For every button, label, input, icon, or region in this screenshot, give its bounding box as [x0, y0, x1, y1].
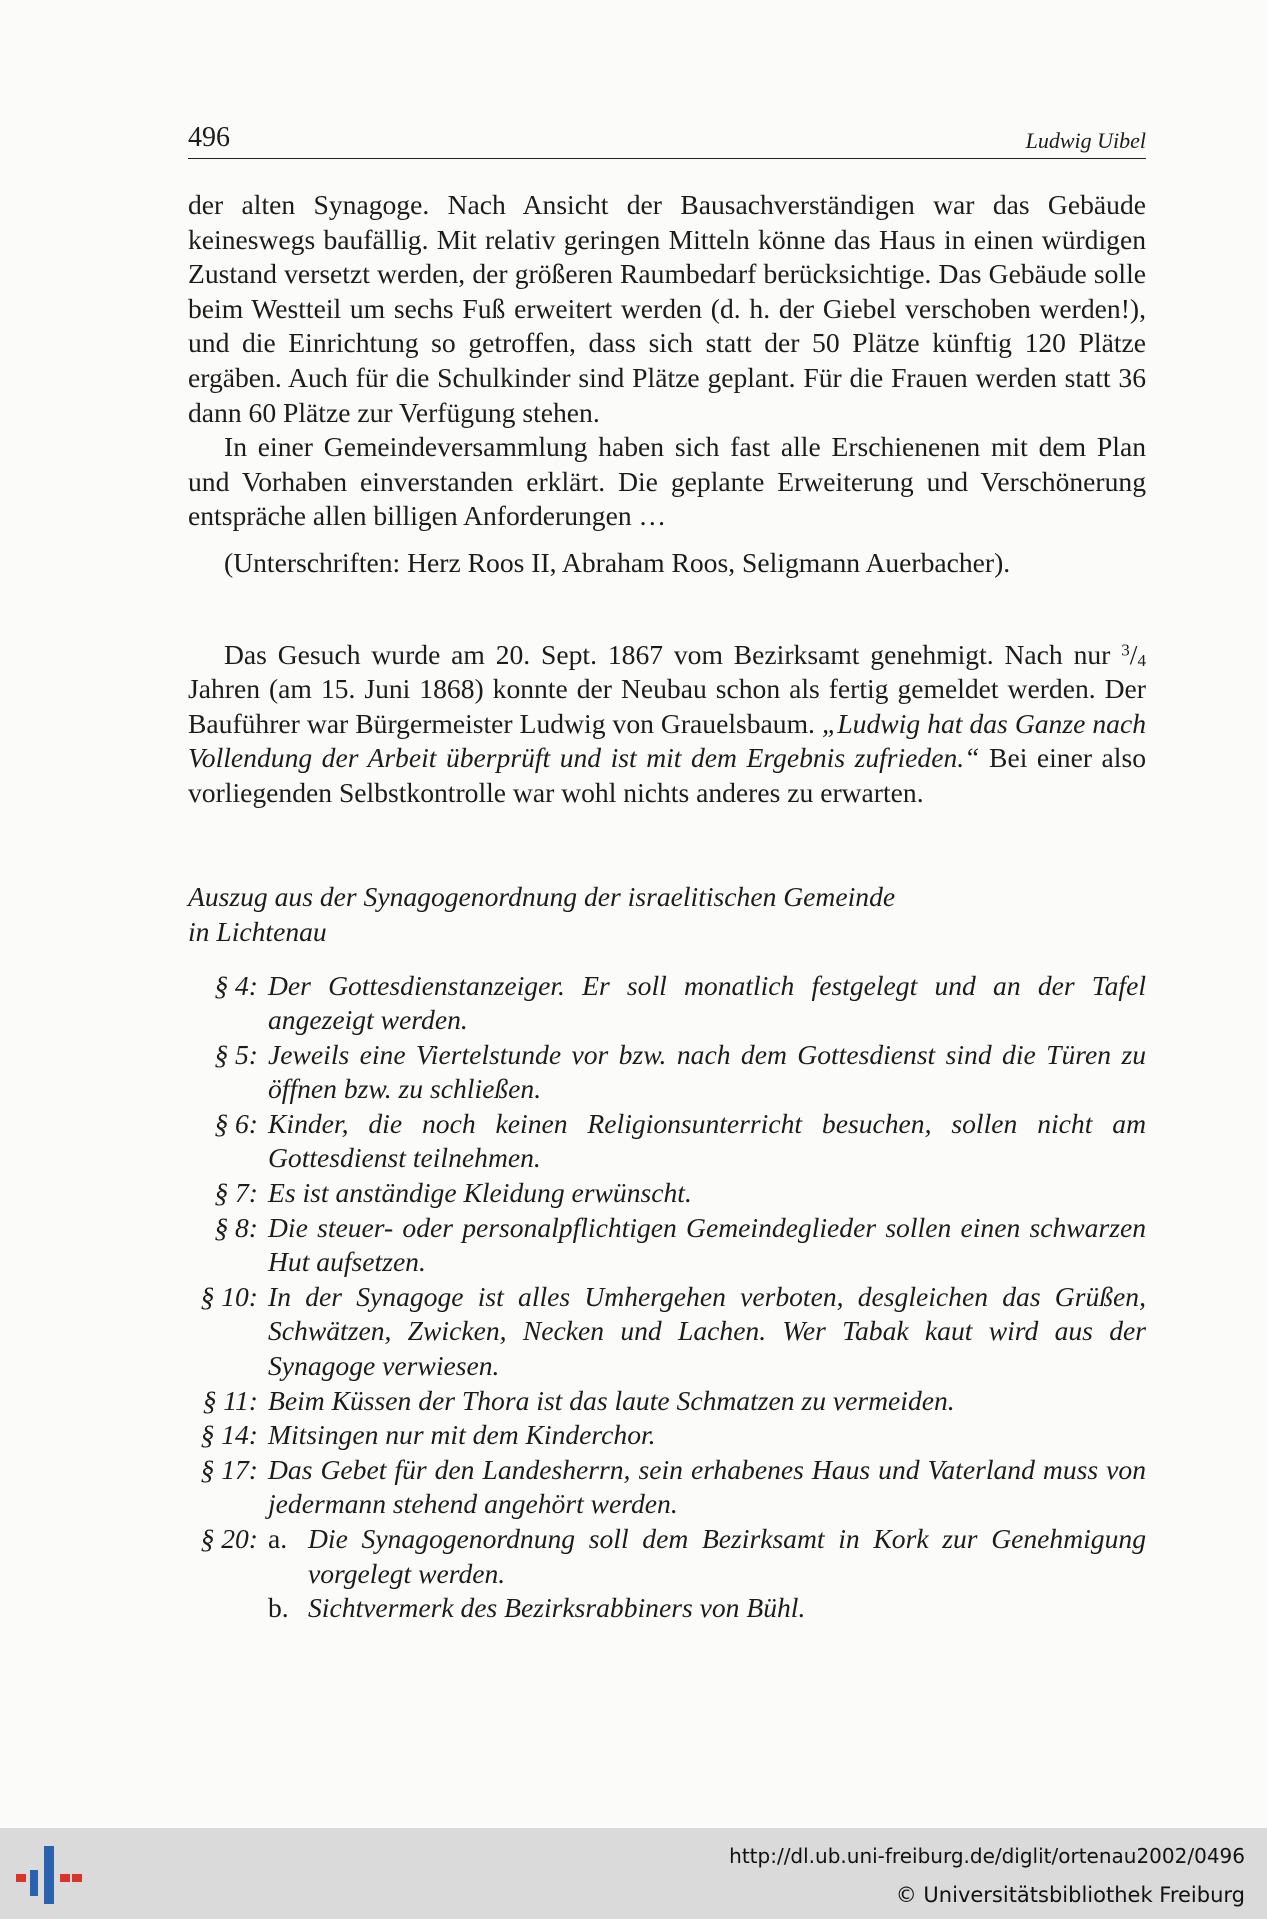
sub-item-mark: a. [268, 1523, 288, 1554]
running-head: Ludwig Uibel [1025, 128, 1146, 153]
section-text: In der Synagoge ist alles Umhergehen verboten, desgleichen das Grüßen, Schwätzen, Zwicken, Necken und Lachen. Wer Tabak kaut wird aus der Synagoge verwiesen. [268, 1280, 1146, 1382]
list-item [188, 1107, 1146, 1176]
section-text: Mitsingen nur mit dem Kinderchor. [268, 1419, 656, 1451]
paragraph-2: In einer Gemeindeversammlung haben sich fast alle Erschienenen mit dem Plan und Vorhaben einverstanden erklärt. Die geplante Erweiterung und Verschönerung entspräche allen billigen Anforderungen … [188, 431, 1146, 532]
section-text: Der Gottesdienstanzeiger. Er soll monatlich festgelegt und an der Tafel angezeigt werden. [268, 969, 1146, 1036]
fraction-denominator: 4 [1137, 650, 1146, 670]
section-number: § 17: [200, 1453, 258, 1485]
list-item [188, 1384, 1146, 1419]
list-item [188, 1038, 1146, 1107]
paragraph-3 [188, 638, 1146, 811]
section-text: Es ist anständige Kleidung erwünscht. [268, 1177, 692, 1209]
section-number: § 5: [214, 1038, 258, 1070]
paragraph-1: der alten Synagoge. Nach Ansicht der Bausachverständigen war das Gebäude keineswegs baufällig. Mit relativ geringen Mitteln könne das Haus in einen würdigen Zustand versetzt werden, der größeren Raumbedarf berücksichtige. Das Gebäude solle beim Westteil um sechs Fuß erweitert werden (d. h. der Giebel verschoben werden!), und die Einrichtung so getroffen, dass sich statt der 50 Plätze künftig 120 Plätze ergäben. Auch für die Schulkinder sind Plätze geplant. Für die Frauen werden statt 36 dann 60 Plätze zur Verfügung stehen. [188, 189, 1146, 428]
section-20-body [268, 1522, 1146, 1626]
list-item-20 [188, 1522, 1146, 1626]
section-number: § 4: [214, 969, 258, 1001]
paragraph-3-text-c: Bei einer also vorliegenden Selbstkontrolle war wohl nichts anderes zu erwarten. [188, 742, 1146, 808]
section-number: § 10: [200, 1280, 258, 1312]
sub-item-b [268, 1591, 1146, 1626]
paragraph-3-text-b: Jahren (am 15. Juni 1868) konnte der Neubau schon als fertig gemeldet werden. Der Bauführer war Bürgermeister Ludwig von Grauelsbaum. [188, 673, 1146, 739]
page-header [188, 118, 1146, 159]
ub-freiburg-logo-icon [14, 1844, 84, 1906]
list-item [188, 1418, 1146, 1453]
section-number: § 7: [214, 1177, 258, 1209]
section-text: Kinder, die noch keinen Religionsunterricht besuchen, sollen nicht am Gottesdienst teilnehmen. [268, 1107, 1146, 1174]
library-footer [0, 1828, 1267, 1919]
sub-item-text: Die Synagogenordnung soll dem Bezirksamt in Kork zur Genehmigung vorgelegt werden. [308, 1523, 1146, 1589]
sub-item-mark: b. [268, 1592, 289, 1624]
section-number: § 14: [200, 1419, 258, 1451]
sub-item-text: Sichtvermerk des Bezirksrabbiners von Bühl. [308, 1592, 806, 1624]
section-number: § 8: [214, 1211, 258, 1243]
page-number: 496 [188, 122, 230, 153]
source-url-link[interactable]: http://dl.ub.uni-freiburg.de/diglit/ortenau2002/0496 [729, 1844, 1245, 1868]
regulation-list [188, 969, 1146, 1626]
section-text: Das Gebet für den Landesherrn, sein erhabenes Haus und Vaterland muss von jedermann stehend angehört werden. [268, 1453, 1146, 1520]
section-number: § 20: [200, 1523, 258, 1554]
list-item [188, 1211, 1146, 1280]
section-number: § 6: [214, 1107, 258, 1139]
fraction-numerator: 3 [1121, 639, 1130, 659]
section-heading-line-1: Auszug aus der Synagogenordnung der israelitischen Gemeinde [188, 880, 896, 912]
signatures: (Unterschriften: Herz Roos II, Abraham Roos, Seligmann Auerbacher). [224, 546, 1011, 578]
fraction-slash: / [1129, 638, 1138, 670]
copyright-notice: © Universitätsbibliothek Freiburg [895, 1883, 1245, 1907]
list-item [188, 1453, 1146, 1522]
list-item [188, 1176, 1146, 1211]
section-text: Die steuer- oder personalpflichtigen Gemeindeglieder sollen einen schwarzen Hut aufsetzen. [268, 1211, 1146, 1278]
list-item [188, 969, 1146, 1038]
section-text: Beim Küssen der Thora ist das laute Schmatzen zu vermeiden. [268, 1384, 955, 1416]
page-body [188, 188, 1146, 1626]
paragraph-3-quote: „Ludwig hat das Ganze nach Vollendung der Arbeit überprüft und ist mit dem Ergebnis zufrieden.“ [188, 707, 1146, 774]
list-item [188, 1280, 1146, 1384]
section-number: § 11: [202, 1384, 258, 1416]
section-heading [188, 879, 1146, 949]
sub-item-a [268, 1522, 1146, 1591]
section-heading-line-2: in Lichtenau [188, 915, 327, 947]
paragraph-3-text-a: Das Gesuch wurde am 20. Sept. 1867 vom Bezirksamt genehmigt. Nach nur [224, 638, 1122, 670]
section-text: Jeweils eine Viertelstunde vor bzw. nach dem Gottesdienst sind die Türen zu öffnen bzw. zu schließen. [268, 1038, 1146, 1105]
